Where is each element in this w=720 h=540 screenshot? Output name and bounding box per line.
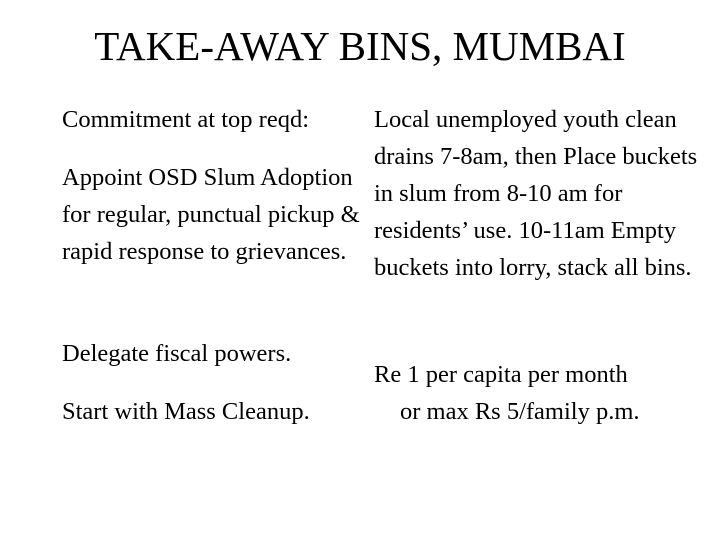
schedule-text: Local unemployed youth clean drains 7-8am, then Place buckets in slum from 8-10 am for residents’ use. 10-11am Empty buckets into lorry, stack all bins. [374, 106, 698, 281]
commitment-text: Commitment at top reqd: [62, 106, 310, 133]
rate-line-1: Re 1 per capita per month [374, 361, 628, 388]
mass-cleanup-text: Start with Mass Cleanup. [62, 398, 310, 425]
rate-text [374, 356, 704, 430]
slide-title: TAKE-AWAY BINS, MUMBAI [94, 23, 626, 69]
delegate-powers-text: Delegate fiscal powers. [62, 340, 292, 367]
appoint-osd-text: Appoint OSD Slum Adoption for regular, punctual pickup & rapid response to grievances. [62, 164, 360, 265]
rate-line-2: or max Rs 5/family p.m. [400, 398, 640, 425]
